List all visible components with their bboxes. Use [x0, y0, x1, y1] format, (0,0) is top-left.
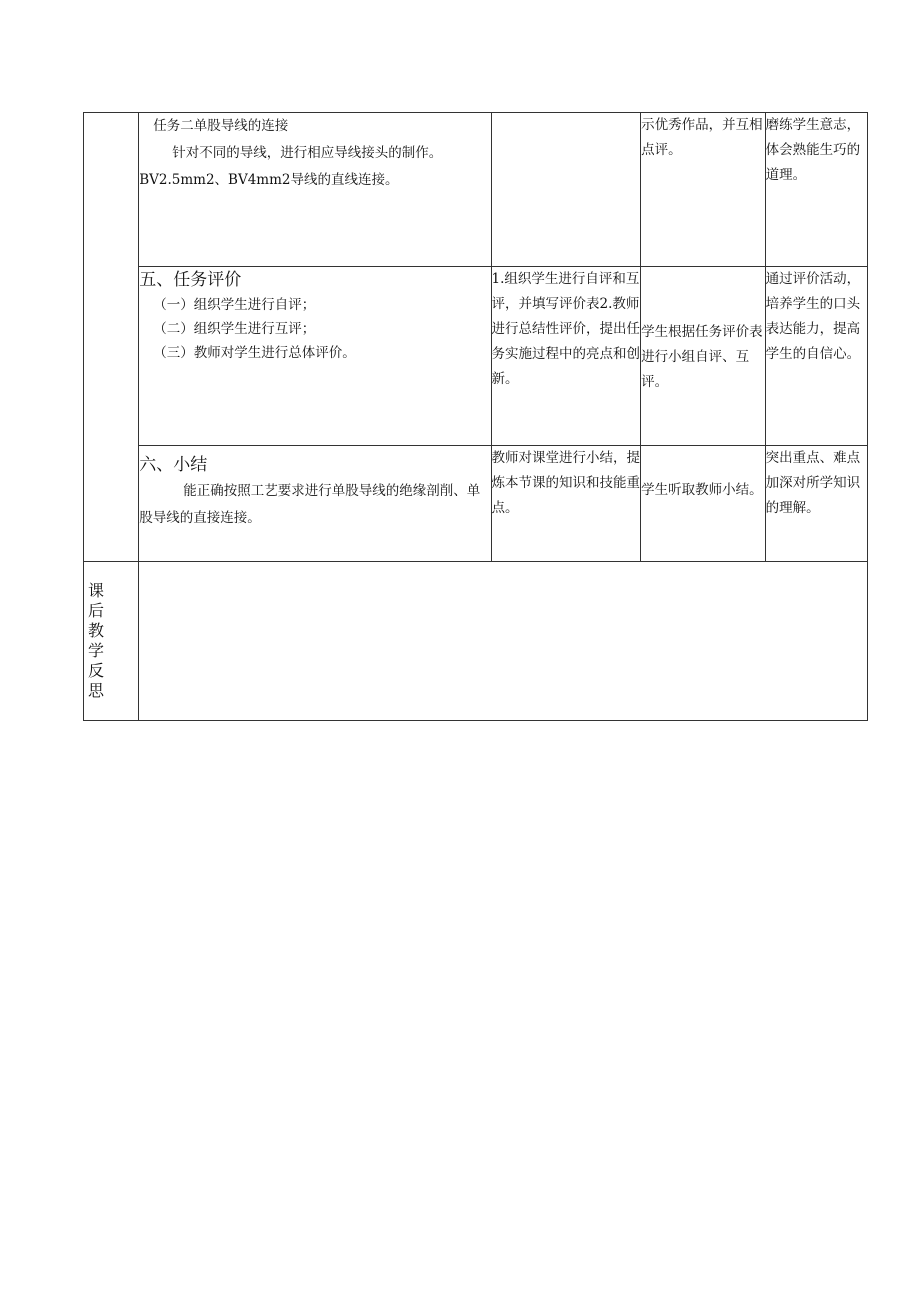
task2-description: 针对不同的导线，进行相应导线接头的制作。 — [172, 145, 443, 161]
summary-title: 六、小结 — [139, 455, 208, 475]
evaluation-teacher-cell: 1.组织学生进行自评和互评，并填写评价表2.教师进行总结性评价，提出任务实施过程中的亮点和创新。 — [491, 267, 641, 446]
reflection-label: 课后教学反思 — [88, 581, 105, 700]
evaluation-item-3: （三）教师对学生进行总体评价。 — [153, 345, 356, 361]
evaluation-item-1: （一）组织学生进行自评； — [153, 297, 316, 313]
evaluation-student-cell: 学生根据任务评价表进行小组自评、互评。 — [641, 267, 765, 446]
task2-spec: BV2.5mm2、BV4mm2导线的直线连接。 — [139, 172, 399, 188]
reflection-label-cell — [84, 562, 139, 721]
table-row — [84, 113, 868, 267]
reflection-content-cell[interactable] — [139, 562, 868, 721]
evaluation-title: 五、任务评价 — [139, 270, 242, 290]
summary-intent-cell: 突出重点、难点加深对所学知识的理解。 — [765, 446, 867, 562]
table-row — [84, 446, 868, 562]
summary-content-cell — [139, 446, 491, 562]
stage-label-cell — [84, 113, 139, 562]
task2-heading: 任务二单股导线的连接 — [153, 118, 289, 134]
table-row — [84, 562, 868, 721]
summary-teacher-cell: 教师对课堂进行小结，提炼本节课的知识和技能重点。 — [491, 446, 641, 562]
evaluation-item-2: （二）组织学生进行互评； — [153, 321, 316, 337]
task2-teacher-cell — [491, 113, 641, 267]
evaluation-intent-cell: 通过评价活动，培养学生的口头表达能力，提高学生的自信心。 — [765, 267, 867, 446]
table-row — [84, 267, 868, 446]
evaluation-content-cell — [139, 267, 491, 446]
task2-student-cell: 示优秀作品，并互相点评。 — [641, 113, 765, 267]
lesson-plan-table — [83, 112, 868, 721]
summary-body: 能正确按照工艺要求进行单股导线的绝缘剖削、单股导线的直接连接。 — [139, 483, 481, 526]
summary-student-cell: 学生听取教师小结。 — [641, 446, 765, 562]
task2-content-cell — [139, 113, 491, 267]
task2-intent-cell: 磨练学生意志，体会熟能生巧的道理。 — [765, 113, 867, 267]
